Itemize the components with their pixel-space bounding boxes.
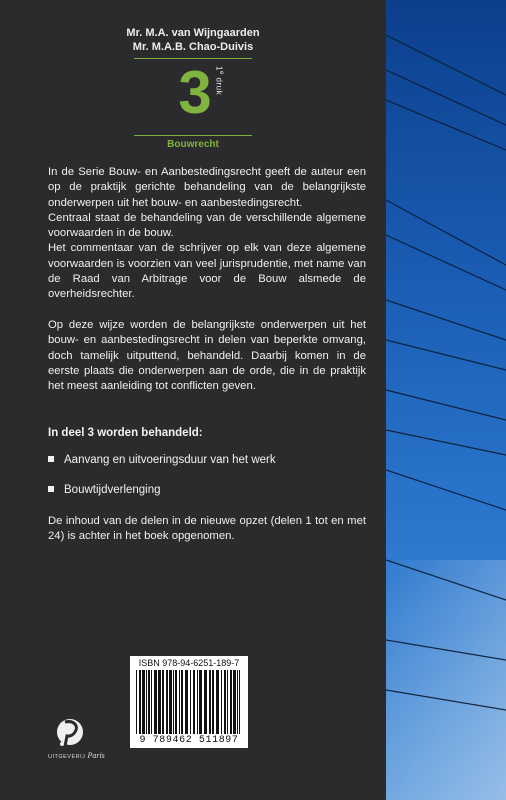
edition-label [214, 66, 224, 95]
volume-number: 3 [178, 59, 212, 126]
bullet-text: Aanvang en uitvoeringsduur van het werk [64, 454, 276, 466]
scope-paragraph: Op deze wijze worden de belangrijkste onderwerpen uit het bouw- en aanbestedingsrecht in delen van beperkte omvang, doch tamelijk uitputtend, behandeld. Daarbij komen in de eerste plaats die onderwerpen aan de orde, die in de praktijk het meest aanleiding tot conflicten geven. [48, 319, 366, 393]
bullet-item [48, 484, 161, 496]
edition-superscript: e [218, 70, 224, 75]
power-lines-image [386, 0, 506, 800]
contents-paragraph: De inhoud van de delen in de nieuwe opzet (delen 1 tot en met 24) is achter in het boek opgenomen. [48, 515, 366, 543]
barcode-bar [169, 670, 172, 734]
barcode-bar [227, 670, 228, 734]
barcode-bar [233, 670, 236, 734]
barcode-bar [193, 670, 195, 734]
barcode-bars [136, 670, 242, 734]
intro-paragraph [48, 165, 366, 303]
bullet-item [48, 454, 276, 466]
series-label: Bouwrecht [167, 139, 219, 150]
ean-digits: 9 789462 511897 [139, 735, 239, 746]
list-heading: In deel 3 worden behandeld: [48, 427, 203, 439]
barcode-bar [199, 670, 202, 734]
barcode-bar [230, 670, 232, 734]
intro-sentence-3: Het commentaar van de schrijver op elk van deze algemene voorwaarden is voorzien van veel jurisprudentie, met name van de Raad van Arbitrage voor de Bouw alsmede de overheidsrechter. [48, 242, 366, 301]
publisher-prefix: UITGEVERIJ [48, 754, 86, 760]
barcode-bar [154, 670, 157, 734]
barcode-bar [209, 670, 211, 734]
barcode-bar [181, 670, 183, 734]
barcode-bar [148, 670, 150, 734]
barcode-bar [185, 670, 188, 734]
barcode-bar [179, 670, 180, 734]
bottom-rule [134, 135, 252, 136]
publisher-logo-icon [48, 716, 92, 752]
barcode-bar [166, 670, 168, 734]
author-1: Mr. M.A. van Wijngaarden [126, 27, 260, 39]
barcode-bar [151, 670, 152, 734]
barcode-bar [146, 670, 147, 734]
bullet-text: Bouwtijdverlenging [64, 484, 161, 496]
barcode-bar [204, 670, 207, 734]
publisher-brand: Paris [87, 751, 105, 760]
bullet-square-icon [48, 486, 54, 492]
sky-photo [386, 0, 506, 800]
barcode-bar [175, 670, 177, 734]
author-2: Mr. M.A.B. Chao-Duivis [132, 41, 254, 53]
barcode-bar [139, 670, 141, 734]
barcode-bar [212, 670, 214, 734]
edition-text: druk [214, 77, 224, 96]
intro-sentence-1: In de Serie Bouw- en Aanbestedingsrecht geeft de auteur een op de praktijk gerichte behandeling van de belangrijkste onderwerpen uit het bouw- en aanbestedingsrecht. [48, 166, 366, 209]
intro-sentence-2: Centraal staat de behandeling van de verschillende algemene voorwaarden in de bouw. [48, 211, 366, 240]
publisher-name [48, 751, 105, 760]
barcode-bar [216, 670, 219, 734]
barcode-bar [237, 670, 238, 734]
barcode-bar [162, 670, 164, 734]
bullet-square-icon [48, 456, 54, 462]
barcode-bar [197, 670, 198, 734]
barcode-bar [190, 670, 191, 734]
isbn-label: ISBN 978-94-6251-189-7 [138, 658, 240, 668]
barcode-bar [239, 670, 240, 734]
barcode-bar [221, 670, 222, 734]
barcode-bar [136, 670, 137, 734]
edition-number: 1 [214, 66, 224, 71]
barcode-bar [173, 670, 174, 734]
author-list [0, 26, 386, 54]
barcode-bar [158, 670, 161, 734]
barcode [130, 656, 248, 748]
barcode-bar [224, 670, 226, 734]
barcode-bar [142, 670, 145, 734]
